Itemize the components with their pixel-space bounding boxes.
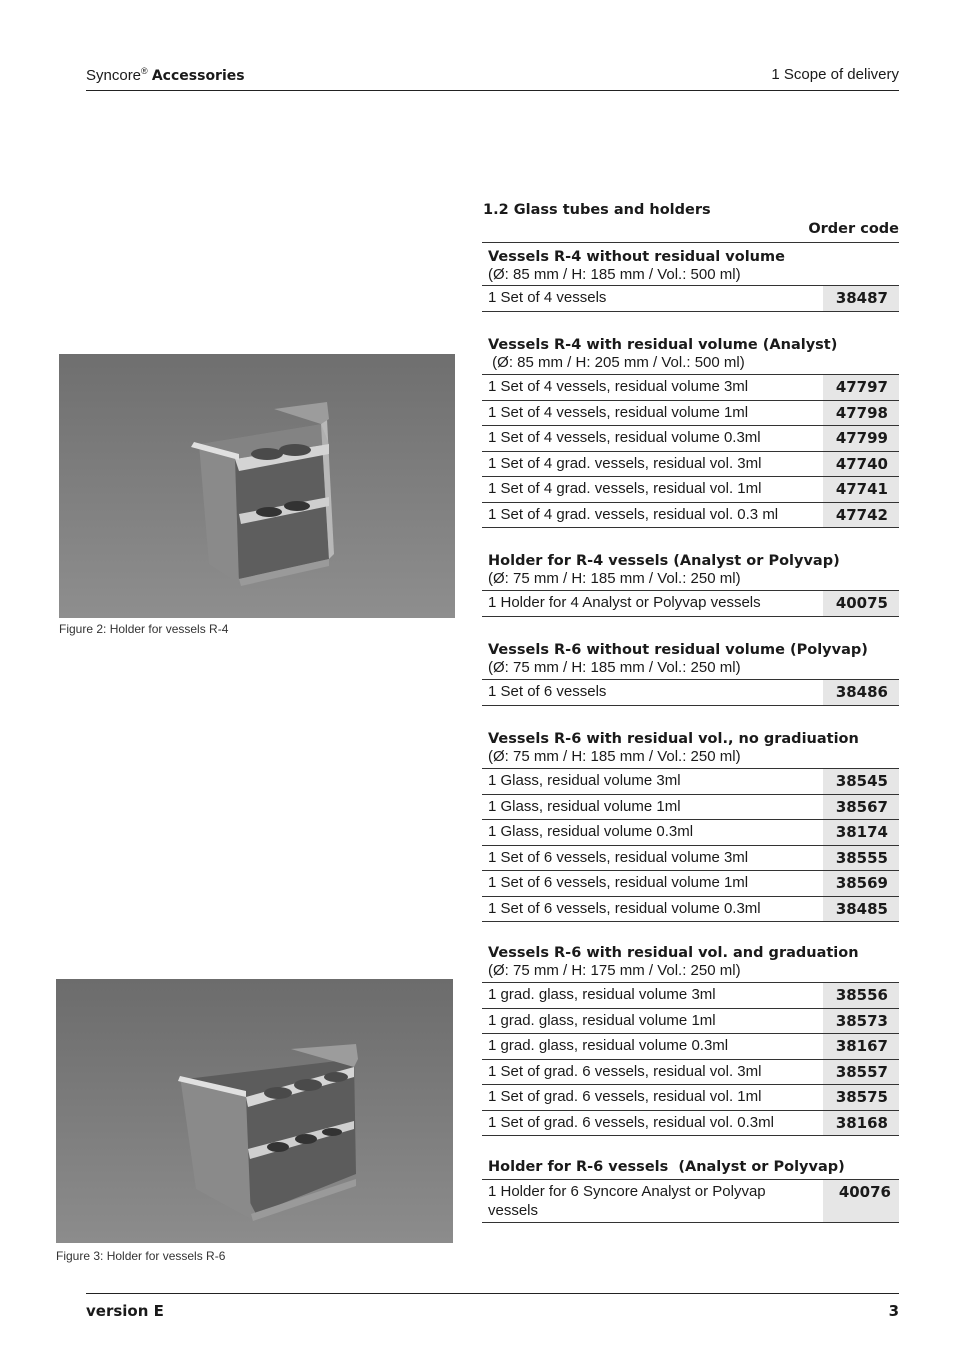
item-description: 1 Set of grad. 6 vessels, residual vol. 3ml [488, 1062, 762, 1080]
item-description: 1 Set of 4 vessels, residual volume 1ml [488, 403, 749, 421]
product-group [482, 331, 899, 528]
item-description: 1 Holder for 4 Analyst or Polyvap vessels [488, 594, 761, 611]
table-row [482, 285, 899, 312]
group-heading [482, 242, 899, 285]
figure-3-photo [56, 979, 453, 1243]
header-brand: Syncore [86, 67, 142, 84]
item-code: 47797 [823, 375, 899, 400]
footer-version: version E [86, 1302, 164, 1320]
group-heading [482, 636, 899, 679]
table-row [482, 451, 899, 477]
table-row [482, 819, 899, 845]
page-number: 3 [888, 1302, 899, 1320]
group-title: Vessels R-6 without residual volume (Polyvap) [488, 642, 868, 658]
page-footer [86, 1293, 899, 1320]
item-code: 38567 [823, 795, 899, 820]
group-heading [482, 1153, 899, 1179]
group-title: Vessels R-4 without residual volume [488, 249, 785, 265]
table-row [482, 374, 899, 400]
product-group [482, 242, 899, 312]
table-row [482, 870, 899, 896]
item-description: 1 grad. glass, residual volume 3ml [488, 986, 716, 1003]
header-product: Accessories [151, 68, 245, 84]
item-code: 38556 [823, 983, 899, 1008]
item-description: 1 grad. glass, residual volume 1ml [488, 1011, 716, 1029]
table-row [482, 425, 899, 451]
item-code: 40076 [823, 1180, 899, 1222]
item-code: 38545 [823, 769, 899, 794]
group-subtitle: (Ø: 75 mm / H: 185 mm / Vol.: 250 ml) [488, 659, 741, 676]
table-row [482, 679, 899, 706]
group-subtitle: (Ø: 75 mm / H: 185 mm / Vol.: 250 ml) [488, 570, 741, 587]
table-row [482, 502, 899, 529]
group-subtitle: (Ø: 85 mm / H: 205 mm / Vol.: 500 ml) [488, 354, 745, 371]
item-code: 47741 [823, 477, 899, 502]
group-subtitle: (Ø: 85 mm / H: 185 mm / Vol.: 500 ml) [488, 266, 741, 283]
item-code: 47798 [823, 401, 899, 426]
item-description: 1 Holder for 6 Syncore Analyst or Polyvap vessels [488, 1183, 766, 1219]
group-title: Holder for R-6 vessels (Analyst or Polyvap) [488, 1159, 845, 1175]
header-chapter: 1 Scope of delivery [771, 66, 899, 83]
item-description: 1 Set of grad. 6 vessels, residual vol. 1ml [488, 1088, 762, 1105]
figure-3-caption: Figure 3: Holder for vessels R-6 [56, 1249, 226, 1263]
item-description: 1 Glass, residual volume 0.3ml [488, 823, 694, 840]
table-row [482, 1033, 899, 1059]
item-code: 38174 [823, 820, 899, 845]
table-row [482, 1008, 899, 1034]
table-row [482, 845, 899, 871]
registered-mark: ® [141, 66, 148, 76]
product-group [482, 1153, 899, 1223]
table-row [482, 476, 899, 502]
item-description: 1 Set of 4 vessels, residual volume 0.3ml [488, 429, 761, 446]
group-heading [482, 725, 899, 768]
item-code: 47740 [823, 452, 899, 477]
group-title: Vessels R-4 with residual volume (Analyst) [488, 337, 838, 353]
group-title: Vessels R-6 with residual vol., no gradiuation [488, 731, 859, 747]
group-title: Holder for R-4 vessels (Analyst or Polyvap) [488, 553, 840, 569]
item-code: 38573 [823, 1009, 899, 1034]
table-row [482, 1059, 899, 1085]
item-code: 38555 [823, 846, 899, 871]
group-subtitle: (Ø: 75 mm / H: 185 mm / Vol.: 250 ml) [488, 748, 741, 765]
item-description: 1 Set of 4 vessels [488, 289, 607, 306]
group-heading [482, 939, 899, 982]
figure-2-photo [59, 354, 455, 618]
item-description: 1 Set of 4 grad. vessels, residual vol. 0.3 ml [488, 505, 779, 523]
table-row [482, 982, 899, 1008]
item-code: 38557 [823, 1060, 899, 1085]
item-description: 1 Set of 6 vessels [488, 683, 607, 700]
item-code: 38569 [823, 871, 899, 896]
item-description: 1 Glass, residual volume 3ml [488, 772, 681, 789]
table-row [482, 768, 899, 794]
item-description: 1 Set of 4 grad. vessels, residual vol. 3ml [488, 454, 762, 472]
item-code: 38487 [823, 286, 899, 311]
item-code: 38485 [823, 897, 899, 922]
header-title [86, 66, 245, 84]
item-description: 1 Set of 6 vessels, residual volume 3ml [488, 848, 749, 866]
item-description: 1 grad. glass, residual volume 0.3ml [488, 1037, 729, 1054]
item-description: 1 Set of 6 vessels, residual volume 1ml [488, 874, 749, 891]
page-header [86, 64, 899, 91]
section-title: 1.2 Glass tubes and holders [483, 202, 711, 218]
item-code: 38167 [823, 1034, 899, 1059]
table-row [482, 1110, 899, 1137]
group-heading [482, 331, 899, 374]
group-heading [482, 547, 899, 590]
item-description: 1 Glass, residual volume 1ml [488, 797, 681, 815]
product-group [482, 636, 899, 706]
item-code: 38575 [823, 1085, 899, 1110]
item-description: 1 Set of 6 vessels, residual volume 0.3ml [488, 899, 761, 917]
order-code-label: Order code [808, 221, 899, 237]
table-row [482, 590, 899, 617]
table-row [482, 794, 899, 820]
item-description: 1 Set of 4 grad. vessels, residual vol. 1ml [488, 480, 762, 497]
table-row [482, 400, 899, 426]
item-code: 47742 [823, 503, 899, 528]
item-description: 1 Set of grad. 6 vessels, residual vol. 0.3ml [488, 1113, 774, 1131]
item-code: 47799 [823, 426, 899, 451]
group-title: Vessels R-6 with residual vol. and graduation [488, 945, 859, 961]
product-group [482, 547, 899, 617]
item-code: 38168 [823, 1111, 899, 1136]
group-subtitle: (Ø: 75 mm / H: 175 mm / Vol.: 250 ml) [488, 962, 741, 979]
item-code: 38486 [823, 680, 899, 705]
figure-2-caption: Figure 2: Holder for vessels R-4 [59, 622, 229, 636]
table-row [482, 1179, 899, 1223]
product-group [482, 725, 899, 922]
table-row [482, 1084, 899, 1110]
table-row [482, 896, 899, 923]
item-description: 1 Set of 4 vessels, residual volume 3ml [488, 378, 749, 395]
product-group [482, 939, 899, 1136]
item-code: 40075 [823, 591, 899, 616]
